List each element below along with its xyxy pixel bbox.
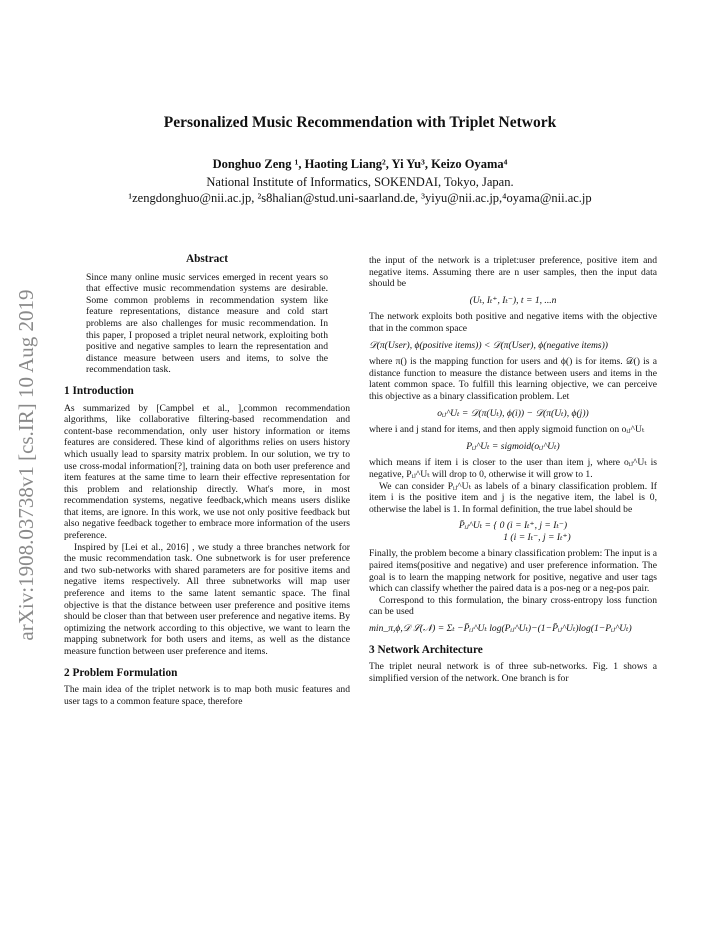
equation-distance-difference: oᵢⱼ^Uₜ = 𝒟(π(Uₜ), ϕ(i)) − 𝒟(π(Uₜ), ϕ(j)) — [437, 407, 589, 419]
introduction-paragraph: As summarized by [Campbel et al., ],common recommendation algorithms, like collaborative filtering-based recommendation and content-base recommendation, only user history information or items features are considered. These kind of algorithms relies on users history which usually lead to sparsity matrix problem. In our solution, we try to use cross-modal information[?], training data on both user preference and item features at the same time to learn their effective representation for this problem and relationship directly. What's more, in most recommendation systems, negative feedback,which means users dislike that items, are ignore. In this work, we use not only positive feedback but also negative feedback together to embrace more information of the users preference. — [64, 402, 350, 542]
problem-formulation-heading: 2 Problem Formulation — [64, 666, 178, 679]
body-paragraph: Finally, the problem become a binary classification problem: The input is a paired items(positive and negative) and user preference information. The goal is to learn the mapping network for positive, negative and user tags which can classify whether the paired data is a pos-neg or a neg-pos pair. — [369, 548, 658, 595]
author-emails: ¹zengdonghuo@nii.ac.jp, ²s8halian@stud.uni-saarland.de, ³yiyu@nii.ac.jp,⁴oyama@nii.ac.jp — [128, 191, 592, 205]
problem-paragraph: The main idea of the triplet network is to map both music features and user tags to a common feature space, therefore — [64, 684, 350, 707]
equation-true-label-case-1: P̄ᵢⱼ^Uₜ = { 0 (i = Iₜ⁺, j = Iₜ⁻) — [458, 520, 568, 532]
body-paragraph: The network exploits both positive and negative items with the objective that in the common space — [369, 311, 657, 334]
equation-input-triplet: (Uₜ, Iₜ⁺, Iₜ⁻), t = 1, ...n — [469, 294, 557, 306]
affiliation: National Institute of Informatics, SOKENDAI, Tokyo, Japan. — [206, 175, 514, 189]
abstract-text: Since many online music services emerged in recent years so that effective music recommendation systems are desirable. Some common problems in recommendation system like feature representations, distance measure and cold start problems are also challenges for music recommendation. In this paper, I proposed a triplet neural network, exploiting both positive and negative samples to learn the representation and distance measure between users and items, to solve the recommendation task. — [86, 271, 328, 376]
abstract-heading: Abstract — [185, 253, 229, 265]
left-column — [64, 254, 350, 707]
body-paragraph: We can consider Pᵢⱼ^Uₜ as labels of a binary classification problem. If item i is the positive item and j is the negative item, the label is 0, otherwise the label is 1. In formal definition, the true label should be — [369, 480, 657, 515]
equation-sigmoid: Pᵢⱼ^Uₜ = sigmoid(oᵢⱼ^Uₜ) — [466, 440, 560, 452]
body-paragraph: The triplet neural network is of three sub-networks. Fig. 1 shows a simplified version of the network. One branch is for — [369, 661, 657, 684]
equation-true-label-case-2: 1 (i = Iₜ⁻, j = Iₜ⁺) — [503, 531, 571, 543]
right-column — [369, 255, 657, 684]
arxiv-identifier: arXiv:1908.03738v1 [cs.IR] 10 Aug 2019 — [14, 289, 38, 641]
equation-loss-function: min_π,ϕ,𝒟 ℒ(𝒩) = Σₜ −P̄ᵢⱼ^Uₜ log(Pᵢⱼ^Uₜ)−(1−P̄ᵢⱼ^Uₜ)log(1−Pᵢⱼ^Uₜ) — [369, 623, 632, 635]
introduction-paragraph: Inspired by [Lei et al., 2016] , we study a three branches network for the music recommendation task. One subnetwork is for user preference and two sub-networks with shared parameters are for positive items and negative items respectively. All three subnetworks will map user preference and items to the same latent semantic space. The final objective is that the distance between user preference and positive items should be closer than that between user preference and negative items. By optimizing the network according to this objective, we want to learn the mapping subnetwork for both users and items, as well as the distance measure function between user preference and items. — [64, 541, 350, 657]
paper-title: Personalized Music Recommendation with Triplet Network — [163, 114, 557, 131]
network-architecture-heading: 3 Network Architecture — [369, 643, 483, 656]
body-paragraph: where i and j stand for items, and then apply sigmoid function on oᵢⱼ^Uₜ — [369, 424, 645, 436]
body-paragraph: Correspond to this formulation, the binary cross-entropy loss function can be used — [369, 594, 657, 618]
body-paragraph: which means if item i is closer to the user than item j, where oᵢⱼ^Uₜ is negative, Pᵢⱼ^Uₜ will drop to 0, otherwise it will grow to 1. — [369, 457, 657, 480]
body-paragraph: where π() is the mapping function for users and ϕ() is for items. 𝒟() is a distance function to measure the distance between users and items in the latent common space. To fulfill this learning objective, we can perceive this objective as a binary classification problem. Let — [369, 356, 657, 402]
equation-objective: 𝒟(π(User), ϕ(positive items)) < 𝒟(π(User), ϕ(negative items)) — [369, 339, 608, 351]
author-list: Donghuo Zeng ¹, Haoting Liang², Yi Yu³, Keizo Oyama⁴ — [212, 157, 508, 171]
introduction-heading: 1 Introduction — [64, 384, 134, 397]
arxiv-sidebar — [14, 240, 44, 690]
body-paragraph: the input of the network is a triplet:user preference, positive item and negative items. Assuming there are n user samples, then the input data should be — [369, 255, 657, 290]
